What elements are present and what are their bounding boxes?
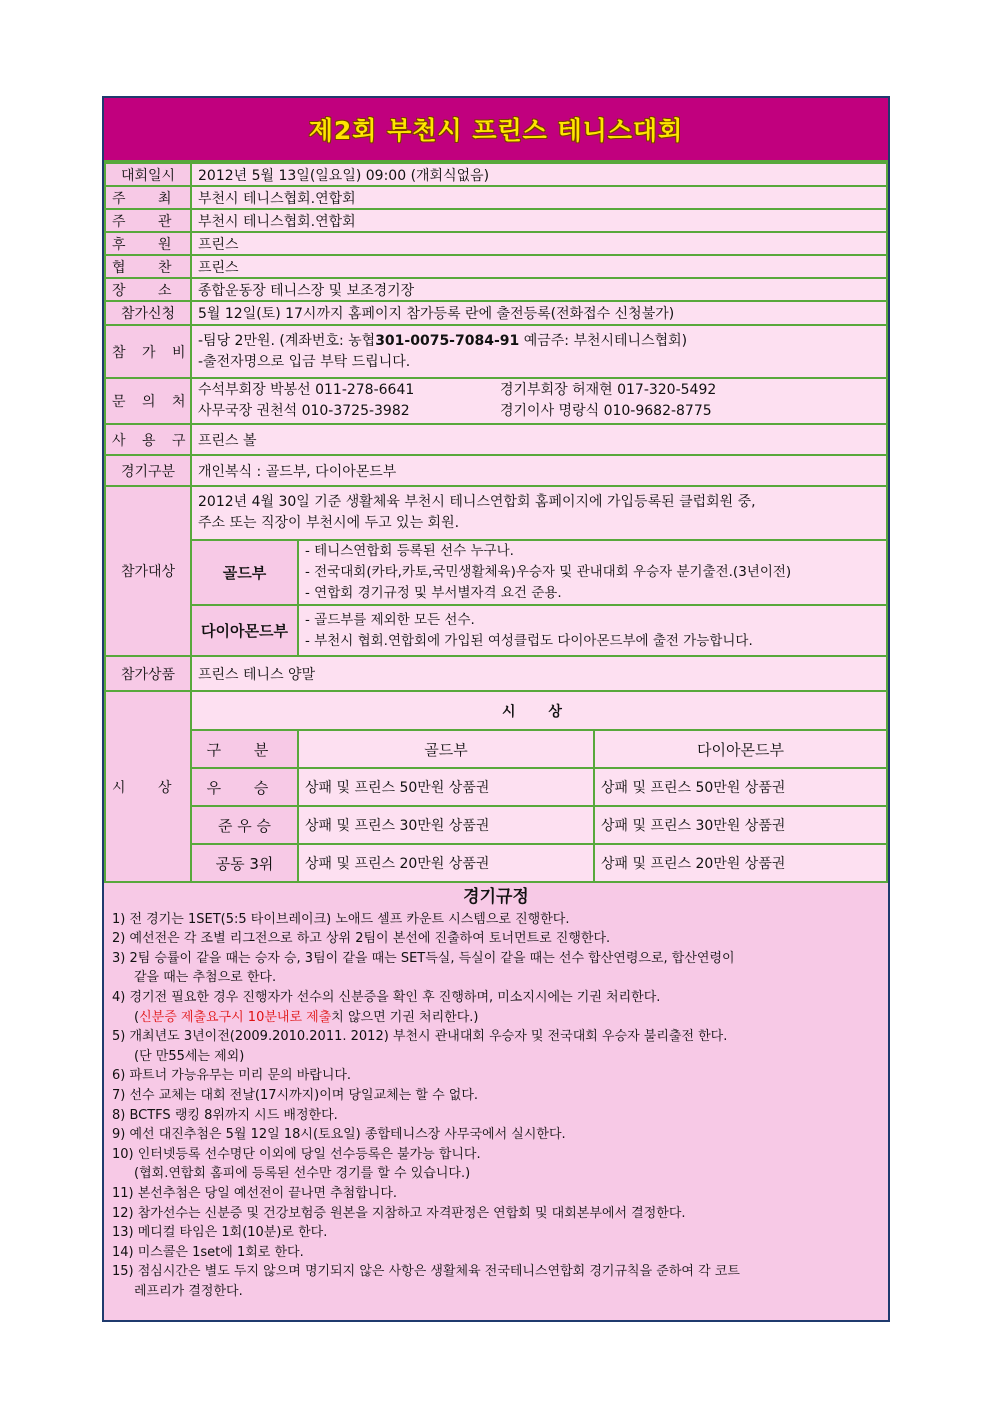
gold-item: - 전국대회(카타,카토,국민생활체육)우승자 및 관내대회 우승자 분기출전.(3년이전) — [305, 564, 792, 580]
row-ball — [105, 424, 887, 455]
diamond-label: 다이아몬드부 — [191, 605, 298, 656]
sponsor-value: 프린스 — [191, 232, 887, 255]
prize-diamond: 상패 및 프린스 50만원 상품권 — [594, 768, 887, 806]
eligibility-line2: 주소 또는 직장이 부천시에 두고 있는 회원. — [198, 515, 460, 531]
contact-2b: 경기이사 명랑식 010-9682-8775 — [500, 403, 712, 419]
prize-columns — [105, 730, 887, 768]
table-row — [105, 768, 887, 806]
eligibility-line1: 2012년 4월 30일 기준 생활체육 부천시 테니스연합회 홈페이지에 가입등록된 클럽회원 중, — [198, 494, 756, 510]
row-eligibility — [105, 486, 887, 540]
organizer-label: 주 관 — [112, 213, 186, 230]
cosponsor-label: 협 찬 — [112, 259, 186, 276]
ball-label: 사 용 구 — [112, 432, 192, 449]
diamond-item: - 부천시 협회.연합회에 가입된 여성클럽도 다이아몬드부에 출전 가능합니다. — [305, 632, 753, 649]
division-label: 경기구분 — [105, 455, 191, 486]
row-contact — [105, 378, 887, 424]
host-label: 주 최 — [112, 190, 186, 207]
prize-diamond: 상패 및 프린스 30만원 상품권 — [594, 806, 887, 844]
row-division — [105, 455, 887, 486]
fee-label: 참 가 비 — [112, 344, 192, 361]
apply-value: 5월 12일(토) 17시까지 홈페이지 참가등록 란에 출전등록(전화접수 신청불가) — [191, 301, 887, 325]
rule-item: 3) 2팀 승률이 같을 때는 승자 승, 3팀이 같을 때는 SET득실, 득실이 같을 때는 선수 합산연령으로, 합산연령이 — [112, 950, 735, 966]
diamond-item: - 골드부를 제외한 모든 선수. — [305, 611, 475, 628]
rule-item: 8) BCTFS 랭킹 8위까지 시드 배정한다. — [112, 1107, 338, 1123]
rule-item: (협회.연합회 홈피에 등록된 선수만 경기를 할 수 있습니다.) — [134, 1166, 471, 1182]
fee-holder: 예금주: 부천시테니스협회) — [519, 332, 688, 349]
fee-account: 301-0075-7084-91 — [375, 332, 520, 349]
prize-place: 준 우 승 — [191, 806, 298, 844]
table-row — [105, 844, 887, 882]
organizer-value: 부천시 테니스협회.연합회 — [191, 209, 887, 232]
row-prize-header — [105, 691, 887, 730]
prize-col-category: 구 분 — [206, 740, 283, 759]
venue-value: 종합운동장 테니스장 및 보조경기장 — [191, 278, 887, 301]
venue-label: 장 소 — [112, 282, 186, 299]
rule-item: 4) 경기전 필요한 경우 진행자가 선수의 신분증을 확인 후 진행하며, 미소지시에는 기권 처리한다. — [112, 989, 661, 1005]
row-gold — [105, 540, 887, 605]
contact-1a: 수석부회장 박봉선 011-278-6641 — [198, 382, 415, 398]
sponsor-label: 후 원 — [112, 236, 186, 253]
row-date — [105, 163, 887, 186]
tournament-notice — [102, 96, 890, 1322]
rule-item: 15) 점심시간은 별도 두지 않으며 명기되지 않은 사항은 생활체육 전국테니스연합회 경기규칙을 준하여 각 코트 — [112, 1264, 740, 1280]
rule-warning: 신분증 제출요구시 10분내로 제출 — [139, 1009, 332, 1025]
rule-item: 10) 인터넷등록 선수명단 이외에 당일 선수등록은 불가능 합니다. — [112, 1146, 481, 1162]
division-value: 개인복식 : 골드부, 다이아몬드부 — [191, 455, 887, 486]
row-diamond — [105, 605, 887, 656]
rule-item: 5) 개최년도 3년이전(2009.2010.2011. 2012) 부천시 관내대회 우승자 및 전국대회 우승자 불리출전 한다. — [112, 1029, 728, 1045]
rule-item: 같을 때는 추첨으로 한다. — [134, 970, 277, 986]
host-value: 부천시 테니스협회.연합회 — [191, 186, 887, 209]
fee-text: -팀당 2만원. (계좌번호: 농협 — [198, 332, 376, 349]
rule-item: 1) 전 경기는 1SET(5:5 타이브레이크) 노애드 셀프 카운트 시스템으로 진행한다. — [112, 911, 570, 927]
contact-1b: 경기부회장 허재현 017-320-5492 — [500, 382, 717, 398]
prize-gold: 상패 및 프린스 20만원 상품권 — [298, 844, 594, 882]
prize-header: 시 상 — [502, 703, 576, 720]
prize-place: 우 승 — [206, 778, 283, 797]
prize-label: 시 상 — [112, 779, 186, 796]
contact-2a: 사무국장 권천석 010-3725-3982 — [198, 403, 410, 419]
fee-value — [191, 325, 887, 378]
contact-value — [191, 378, 887, 424]
date-value: 2012년 5월 13일(일요일) 09:00 (개회식없음) — [191, 163, 887, 186]
rules-section — [104, 884, 888, 1305]
row-host — [105, 186, 887, 209]
page-title: 제2회 부천시 프린스 테니스대회 — [308, 116, 684, 145]
row-organizer — [105, 209, 887, 232]
date-label: 대회일시 — [105, 163, 191, 186]
prize-gold: 상패 및 프린스 30만원 상품권 — [298, 806, 594, 844]
gold-item: - 테니스연합회 등록된 선수 누구나. — [305, 543, 514, 559]
row-sponsor — [105, 232, 887, 255]
info-table — [104, 162, 888, 883]
rule-item: (신분증 제출요구시 10분내로 제출치 않으면 기권 처리한다.) — [134, 1009, 479, 1025]
contact-label: 문 의 처 — [112, 394, 192, 410]
cosponsor-value: 프린스 — [191, 255, 887, 278]
rule-item: (단 만55세는 제외) — [134, 1048, 245, 1064]
title-banner — [104, 98, 888, 162]
rule-item: 2) 예선전은 각 조별 리그전으로 하고 상위 2팀이 본선에 진출하여 토너먼트로 진행한다. — [112, 931, 611, 947]
row-cosponsor — [105, 255, 887, 278]
eligibility-label: 참가대상 — [105, 486, 191, 656]
rule-item: 13) 메디컬 타임은 1회(10분)로 한다. — [112, 1225, 328, 1241]
ball-value: 프린스 볼 — [191, 424, 887, 455]
row-gift — [105, 656, 887, 691]
rule-item: 14) 미스콜은 1set에 1회로 한다. — [112, 1244, 304, 1260]
prize-col-diamond: 다이아몬드부 — [594, 730, 887, 768]
apply-label: 참가신청 — [105, 301, 191, 325]
gold-item: - 연합회 경기규정 및 부서별자격 요건 준용. — [305, 585, 562, 601]
row-apply — [105, 301, 887, 325]
gold-label: 골드부 — [191, 540, 298, 605]
rule-item: 7) 선수 교체는 대회 전날(17시까지)이며 당일교체는 할 수 없다. — [112, 1087, 479, 1103]
rules-title: 경기규정 — [463, 887, 529, 907]
rule-item: 9) 예선 대진추첨은 5월 12일 18시(토요일) 종합테니스장 사무국에서 실시한다. — [112, 1127, 566, 1143]
fee-note: -출전자명으로 입금 부탁 드립니다. — [198, 353, 411, 370]
rule-item: 11) 본선추첨은 당일 예선전이 끝나면 추첨합니다. — [112, 1185, 398, 1201]
prize-col-gold: 골드부 — [298, 730, 594, 768]
prize-gold: 상패 및 프린스 50만원 상품권 — [298, 768, 594, 806]
row-venue — [105, 278, 887, 301]
table-row — [105, 806, 887, 844]
rule-item: 6) 파트너 가능유무는 미리 문의 바랍니다. — [112, 1068, 352, 1084]
gift-label: 참가상품 — [105, 656, 191, 691]
gift-value: 프린스 테니스 양말 — [191, 656, 887, 691]
prize-diamond: 상패 및 프린스 20만원 상품권 — [594, 844, 887, 882]
row-fee — [105, 325, 887, 378]
rule-item: 레프리가 결정한다. — [134, 1283, 243, 1299]
prize-place: 공동 3위 — [191, 844, 298, 882]
rule-item: 12) 참가선수는 신분증 및 건강보험증 원본을 지참하고 자격판정은 연합회 및 대회본부에서 결정한다. — [112, 1205, 686, 1221]
